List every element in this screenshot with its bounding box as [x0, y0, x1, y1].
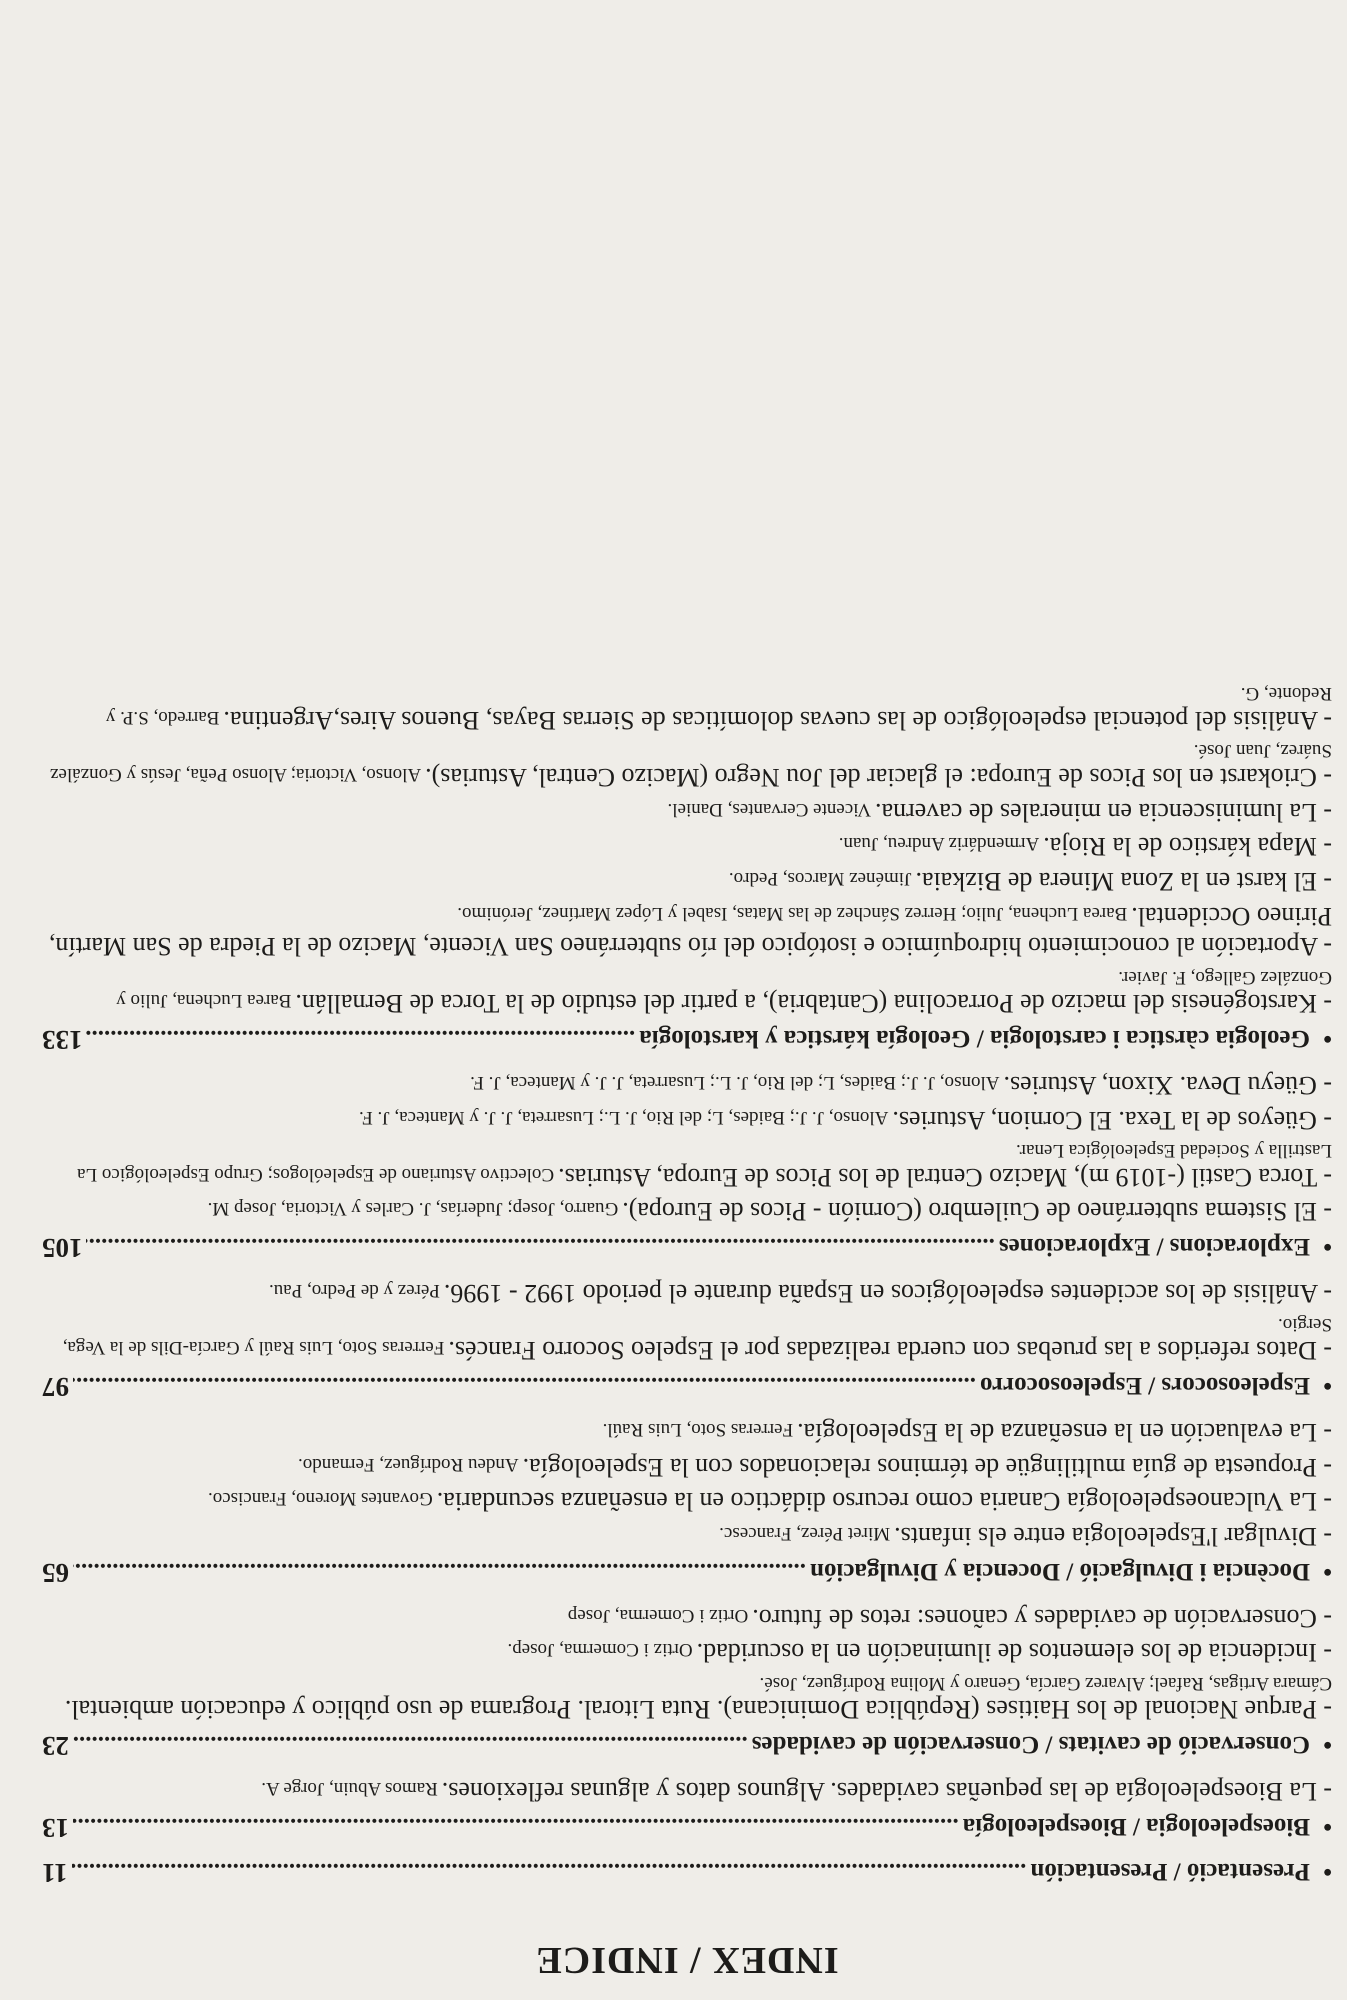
section-title: Conservació de cavitats / Conservación de cavidades: [751, 1731, 1310, 1759]
index-entry: [42, 1312, 1332, 1365]
entry-authors: Guarro, Josep; Juderías, J. Carles y Victoria, Josep M.: [207, 1198, 619, 1220]
entry-title: - Karstogénesis del macizo de Porracolina (Cantabria), a partir del estudio de la Torca de Bernallán.: [295, 989, 1332, 1019]
entry-title: - Análisis de los accidentes espeleológicos en España durante el periodo 1992 - 1996.: [443, 1279, 1332, 1309]
dot-leader: [87, 1024, 636, 1052]
bullet-icon: •: [1323, 1731, 1332, 1759]
entry-title: - El karst en la Zona Minera de Bizkaia.: [915, 866, 1332, 896]
index-entry: [42, 1637, 1332, 1668]
section-heading: [42, 1232, 1332, 1263]
dot-leader: [72, 1857, 1027, 1885]
entry-authors: Pérez y de Pedro, Pau.: [268, 1280, 440, 1302]
entry-title: - Conservación de cavidades y cañones: retos de futuro.: [752, 1603, 1332, 1633]
section-exploracions: [42, 1069, 1332, 1263]
bullet-icon: •: [1323, 1557, 1332, 1585]
section-bioespeleologia: [42, 1775, 1332, 1843]
entry-title: - Parque Nacional de los Haitises (República Dominicana). Ruta Litoral. Programa de uso público y educación ambiental.: [64, 1695, 1332, 1725]
section-page-number: 65: [42, 1557, 69, 1588]
entry-title: - La luminiscencia en minerales de caverna.: [875, 797, 1332, 827]
index-entry: [42, 1277, 1332, 1308]
section-title: Bioespeleologia / Bioespeleología: [962, 1813, 1310, 1840]
section-page-number: 11: [42, 1858, 68, 1888]
section-title: Geologia càrstica i carstologia / Geología kárstica y karstología: [639, 1025, 1310, 1053]
entry-authors: Ortiz i Comerma, Josep.: [507, 1639, 693, 1661]
index-entry: [42, 900, 1332, 961]
entry-title: - La Bioespeleología de las pequeñas cavidades. Algunos datos y algunas reflexiones.: [441, 1777, 1332, 1806]
entry-authors: Alonso, Victoria; Alonso Peña, Jesús y González Suárez, Juan José.: [50, 740, 1332, 785]
entry-authors: Ortiz i Comerma, Josep: [567, 1604, 749, 1626]
entry-title: - Datos referidos a las pruebas con cuerda realizadas por el Espeleo Socorro Francés.: [448, 1336, 1332, 1366]
section-title: Exploracions / Exploraciones: [998, 1233, 1310, 1261]
entry-authors: Barea Luchena, Julio; Herrez Sánchez de las Matas, Isabel y López Martínez, Jerónimo.: [457, 902, 1128, 924]
entry-authors: Ramos Abuin, Jorge A.: [261, 1778, 438, 1799]
index-entry: [42, 865, 1332, 896]
entry-authors: Barea Luchena, Julio y González Gallego, F. Javier.: [116, 966, 1332, 1012]
entry-title: - Aportación al conocimiento hidroquímico e isotópico del río subterráneo San Vicente, Macizo de la Piedra de San Martín, Pirineo Occidental.: [48, 901, 1332, 962]
section-page-number: 13: [42, 1813, 69, 1843]
index-entry: [42, 1451, 1332, 1482]
section-presentacio: [42, 1857, 1332, 1888]
index-entry: [42, 1520, 1332, 1551]
index-entry: [42, 831, 1332, 862]
entry-authors: Ferreras Soto, Luis Raúl y García-Dils de la Vega, Sergio.: [62, 1313, 1332, 1359]
entry-title: - Güeyos de la Texa. El Cornion, Asturies.: [892, 1105, 1332, 1135]
section-page-number: 23: [42, 1731, 69, 1762]
entry-authors: Armendáriz Andreu, Juan.: [838, 833, 1040, 855]
section-page-number: 105: [42, 1233, 83, 1264]
bullet-icon: •: [1323, 1813, 1332, 1840]
section-title: Presentació / Presentación: [1030, 1858, 1310, 1885]
section-heading: [42, 1557, 1332, 1588]
section-page-number: 97: [42, 1372, 69, 1403]
index-content: [42, 678, 1332, 1982]
entry-title: - Análisis del potencial espeleológico de las cuevas dolomíticas de Sierras Bayas, Buenos Aires,Argentina.: [223, 705, 1332, 735]
entry-title: - Güeyu Deva. Xixon, Asturies.: [1003, 1071, 1332, 1101]
index-entry: [42, 682, 1332, 735]
section-heading: [42, 1371, 1332, 1402]
entry-authors: Ferreras Soto, Luis Raúl.: [602, 1418, 794, 1440]
index-entry: [42, 1139, 1332, 1192]
dot-leader: [73, 1730, 748, 1758]
section-page-number: 133: [42, 1025, 83, 1056]
entry-title: - Criokarst en los Picos de Europa: el glaciar del Jou Negro (Macizo Central, Asturias).: [425, 762, 1332, 792]
bullet-icon: •: [1323, 1858, 1332, 1885]
entry-title: - La Vulcanoespeleología Canaria como recurso didáctico en la enseñanza secundaria.: [436, 1487, 1332, 1517]
index-entry: [42, 1104, 1332, 1135]
entry-authors: Barredo, S.P. y Redonte, G.: [105, 683, 1332, 728]
index-entry: [42, 1775, 1332, 1806]
section-heading: [42, 1812, 1332, 1843]
section-heading: [42, 1730, 1332, 1761]
entry-authors: Govantes Moreno, Francisco.: [207, 1488, 433, 1510]
bullet-icon: •: [1323, 1233, 1332, 1261]
entry-title: - Divulgar l'Espeleologia entre els infants.: [894, 1521, 1332, 1551]
entry-title: - El Sistema subterráneo de Cuilembro (Cornión - Picos de Europa).: [622, 1197, 1332, 1227]
index-entry: [42, 1196, 1332, 1227]
bullet-icon: •: [1323, 1025, 1332, 1053]
entry-title: - Incidencia de los elementos de iluminación en la oscuridad.: [696, 1638, 1332, 1668]
entry-authors: Cámara Artigas, Rafael; Alvarez García, Genaro y Molina Rodríguez, José.: [759, 1672, 1332, 1694]
entry-title: - Mapa kárstico de la Rioja.: [1043, 832, 1332, 862]
dot-leader: [73, 1371, 976, 1399]
section-espeleosocors: [42, 1277, 1332, 1402]
entry-authors: Andeu Rodríguez, Fernando.: [298, 1453, 519, 1475]
dot-leader: [73, 1812, 959, 1840]
page-title: INDEX / INDICE: [535, 1939, 839, 1981]
index-entry: [42, 1671, 1332, 1724]
index-entry: [42, 739, 1332, 792]
entry-authors: Alonso, J. J.; Baides, L; del Rio, J. L.; Lusarreta, J. J. y Manteca, J. F.: [358, 1106, 889, 1128]
entry-authors: Vicente Cervantes, Daniel.: [667, 798, 872, 820]
entry-title: - Propuesta de guía multilingüe de términos relacionados con la Espeleología.: [522, 1452, 1332, 1482]
section-title: Espeleosocors / Espeleosocorro: [979, 1372, 1310, 1400]
entry-title: - Torca Castil (-1019 m), Macizo Central de los Picos de Europa, Asturias.: [558, 1162, 1332, 1192]
index-entry: [42, 1486, 1332, 1517]
bullet-icon: •: [1323, 1372, 1332, 1400]
index-entry: [42, 1069, 1332, 1100]
dot-leader: [87, 1232, 995, 1260]
section-geologia: [42, 682, 1332, 1056]
section-title: Docència i Divulgació / Docencia y Divulgación: [810, 1557, 1310, 1585]
entry-authors: Jiménez Marcos, Pedro.: [728, 867, 912, 889]
dot-leader: [73, 1557, 806, 1585]
index-entry: [42, 1416, 1332, 1447]
index-entry: [42, 796, 1332, 827]
entry-authors: Miret Pérez, Francesc.: [719, 1522, 891, 1544]
entry-authors: Alonso, J. J.; Baides, L; del Rio, J. L.; Lusarreta, J. J. y Manteca, J. F.: [470, 1072, 1000, 1094]
entry-title: - La evaluación en la enseñanza de la Espeleología.: [797, 1417, 1332, 1447]
index-entry: [42, 1602, 1332, 1633]
section-heading: [42, 1857, 1332, 1888]
section-conservacio: [42, 1602, 1332, 1761]
entry-authors: Colectivo Asturiano de Espeleólogos; Grupo Espeleológico La Lastrilla y Sociedad Espeleológica Lenar.: [77, 1140, 1332, 1185]
section-docencia: [42, 1416, 1332, 1588]
index-entry: [42, 965, 1332, 1018]
section-heading: [42, 1024, 1332, 1055]
